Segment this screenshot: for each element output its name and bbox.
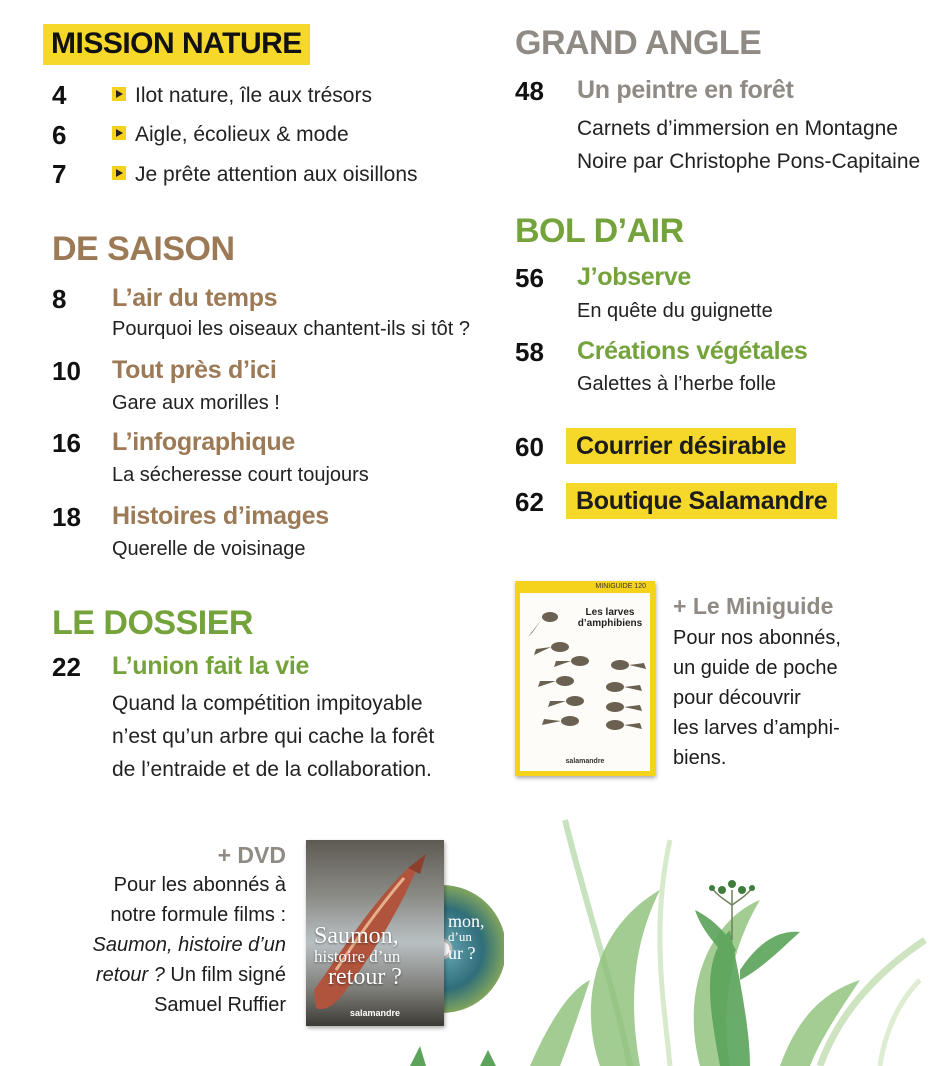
courrier-link[interactable]: Courrier désirable <box>566 428 796 464</box>
de-saison-heading: DE SAISON <box>52 230 235 268</box>
arrow-icon <box>112 87 126 101</box>
article-subtitle: En quête du guignette <box>577 300 773 322</box>
toc-entry[interactable]: Aigle, écolieux & mode <box>112 124 349 145</box>
grand-angle-heading: GRAND ANGLE <box>515 24 762 62</box>
article-title[interactable]: L’infographique <box>112 428 295 456</box>
page-number: 48 <box>515 76 544 106</box>
dvd-title: + DVD <box>217 842 286 868</box>
toc-entry[interactable]: Je prête attention aux oisillons <box>112 164 418 185</box>
article-title[interactable]: L’air du temps <box>112 284 278 312</box>
miniguide-text: + Le Miniguide Pour nos abonnés, un guide de poche pour découvrir les larves d’amphi- biens. <box>673 593 841 769</box>
miniguide-series: MINIGUIDE 120 <box>595 583 646 590</box>
mission-nature-heading: MISSION NATURE <box>43 24 310 65</box>
page-number: 22 <box>52 652 81 682</box>
toc-entry[interactable]: Ilot nature, île aux trésors <box>112 85 372 106</box>
bol-dair-heading: BOL D’AIR <box>515 212 684 250</box>
page-number: 4 <box>52 80 67 110</box>
article-title[interactable]: J’observe <box>577 263 692 291</box>
le-dossier-heading: LE DOSSIER <box>52 604 253 642</box>
salamandre-logo: salamandre <box>565 758 605 765</box>
page-number: 60 <box>515 432 544 462</box>
miniguide-title: + Le Miniguide <box>673 593 834 619</box>
article-subtitle: La sécheresse court toujours <box>112 464 369 486</box>
miniguide-cover-title: Les larves d’amphibiens <box>577 607 643 629</box>
article-title[interactable]: Histoires d’images <box>112 502 329 530</box>
boutique-link[interactable]: Boutique Salamandre <box>566 483 837 519</box>
plant-illustration <box>380 810 940 1066</box>
article-title[interactable]: Créations végétales <box>577 337 808 365</box>
dvd-disc[interactable]: mon, d’un ur ? <box>418 885 504 1015</box>
article-subtitle: Pourquoi les oiseaux chantent-ils si tôt ? <box>112 318 470 340</box>
page-number: 62 <box>515 487 544 517</box>
article-subtitle: Querelle de voisinage <box>112 538 306 560</box>
arrow-icon <box>112 126 126 140</box>
salamandre-logo: salamandre <box>349 1008 401 1018</box>
article-subtitle: Galettes à l’herbe folle <box>577 373 777 395</box>
page-number: 8 <box>52 284 67 314</box>
page-number: 56 <box>515 263 544 293</box>
article-title[interactable]: L’union fait la vie <box>112 652 310 680</box>
arrow-icon <box>112 166 126 180</box>
page-number: 16 <box>52 428 81 458</box>
page-number: 58 <box>515 337 544 367</box>
miniguide-cover[interactable] <box>515 581 655 776</box>
article-title[interactable]: Un peintre en forêt <box>577 76 794 104</box>
dvd-text: + DVD Pour les abonnés à notre formule films : Saumon, histoire d’un retour ? Un film signé Samuel Ruffier <box>60 840 286 1020</box>
article-description: Quand la compétition impitoyable n’est qu’un arbre qui cache la forêt de l’entraide et de la collaboration. <box>112 692 435 781</box>
page-number: 10 <box>52 356 81 386</box>
page-number: 7 <box>52 159 67 189</box>
tadpoles-illustration <box>520 603 650 753</box>
dvd-cover[interactable]: Saumon, histoire d’un retour ? salamandre <box>306 840 444 1026</box>
article-description: Carnets d’immersion en Montagne Noire par Christophe Pons-Capitaine <box>577 117 921 173</box>
article-title[interactable]: Tout près d’ici <box>112 356 277 384</box>
page-number: 18 <box>52 502 81 532</box>
page-number: 6 <box>52 120 67 150</box>
article-subtitle: Gare aux morilles ! <box>112 392 280 414</box>
